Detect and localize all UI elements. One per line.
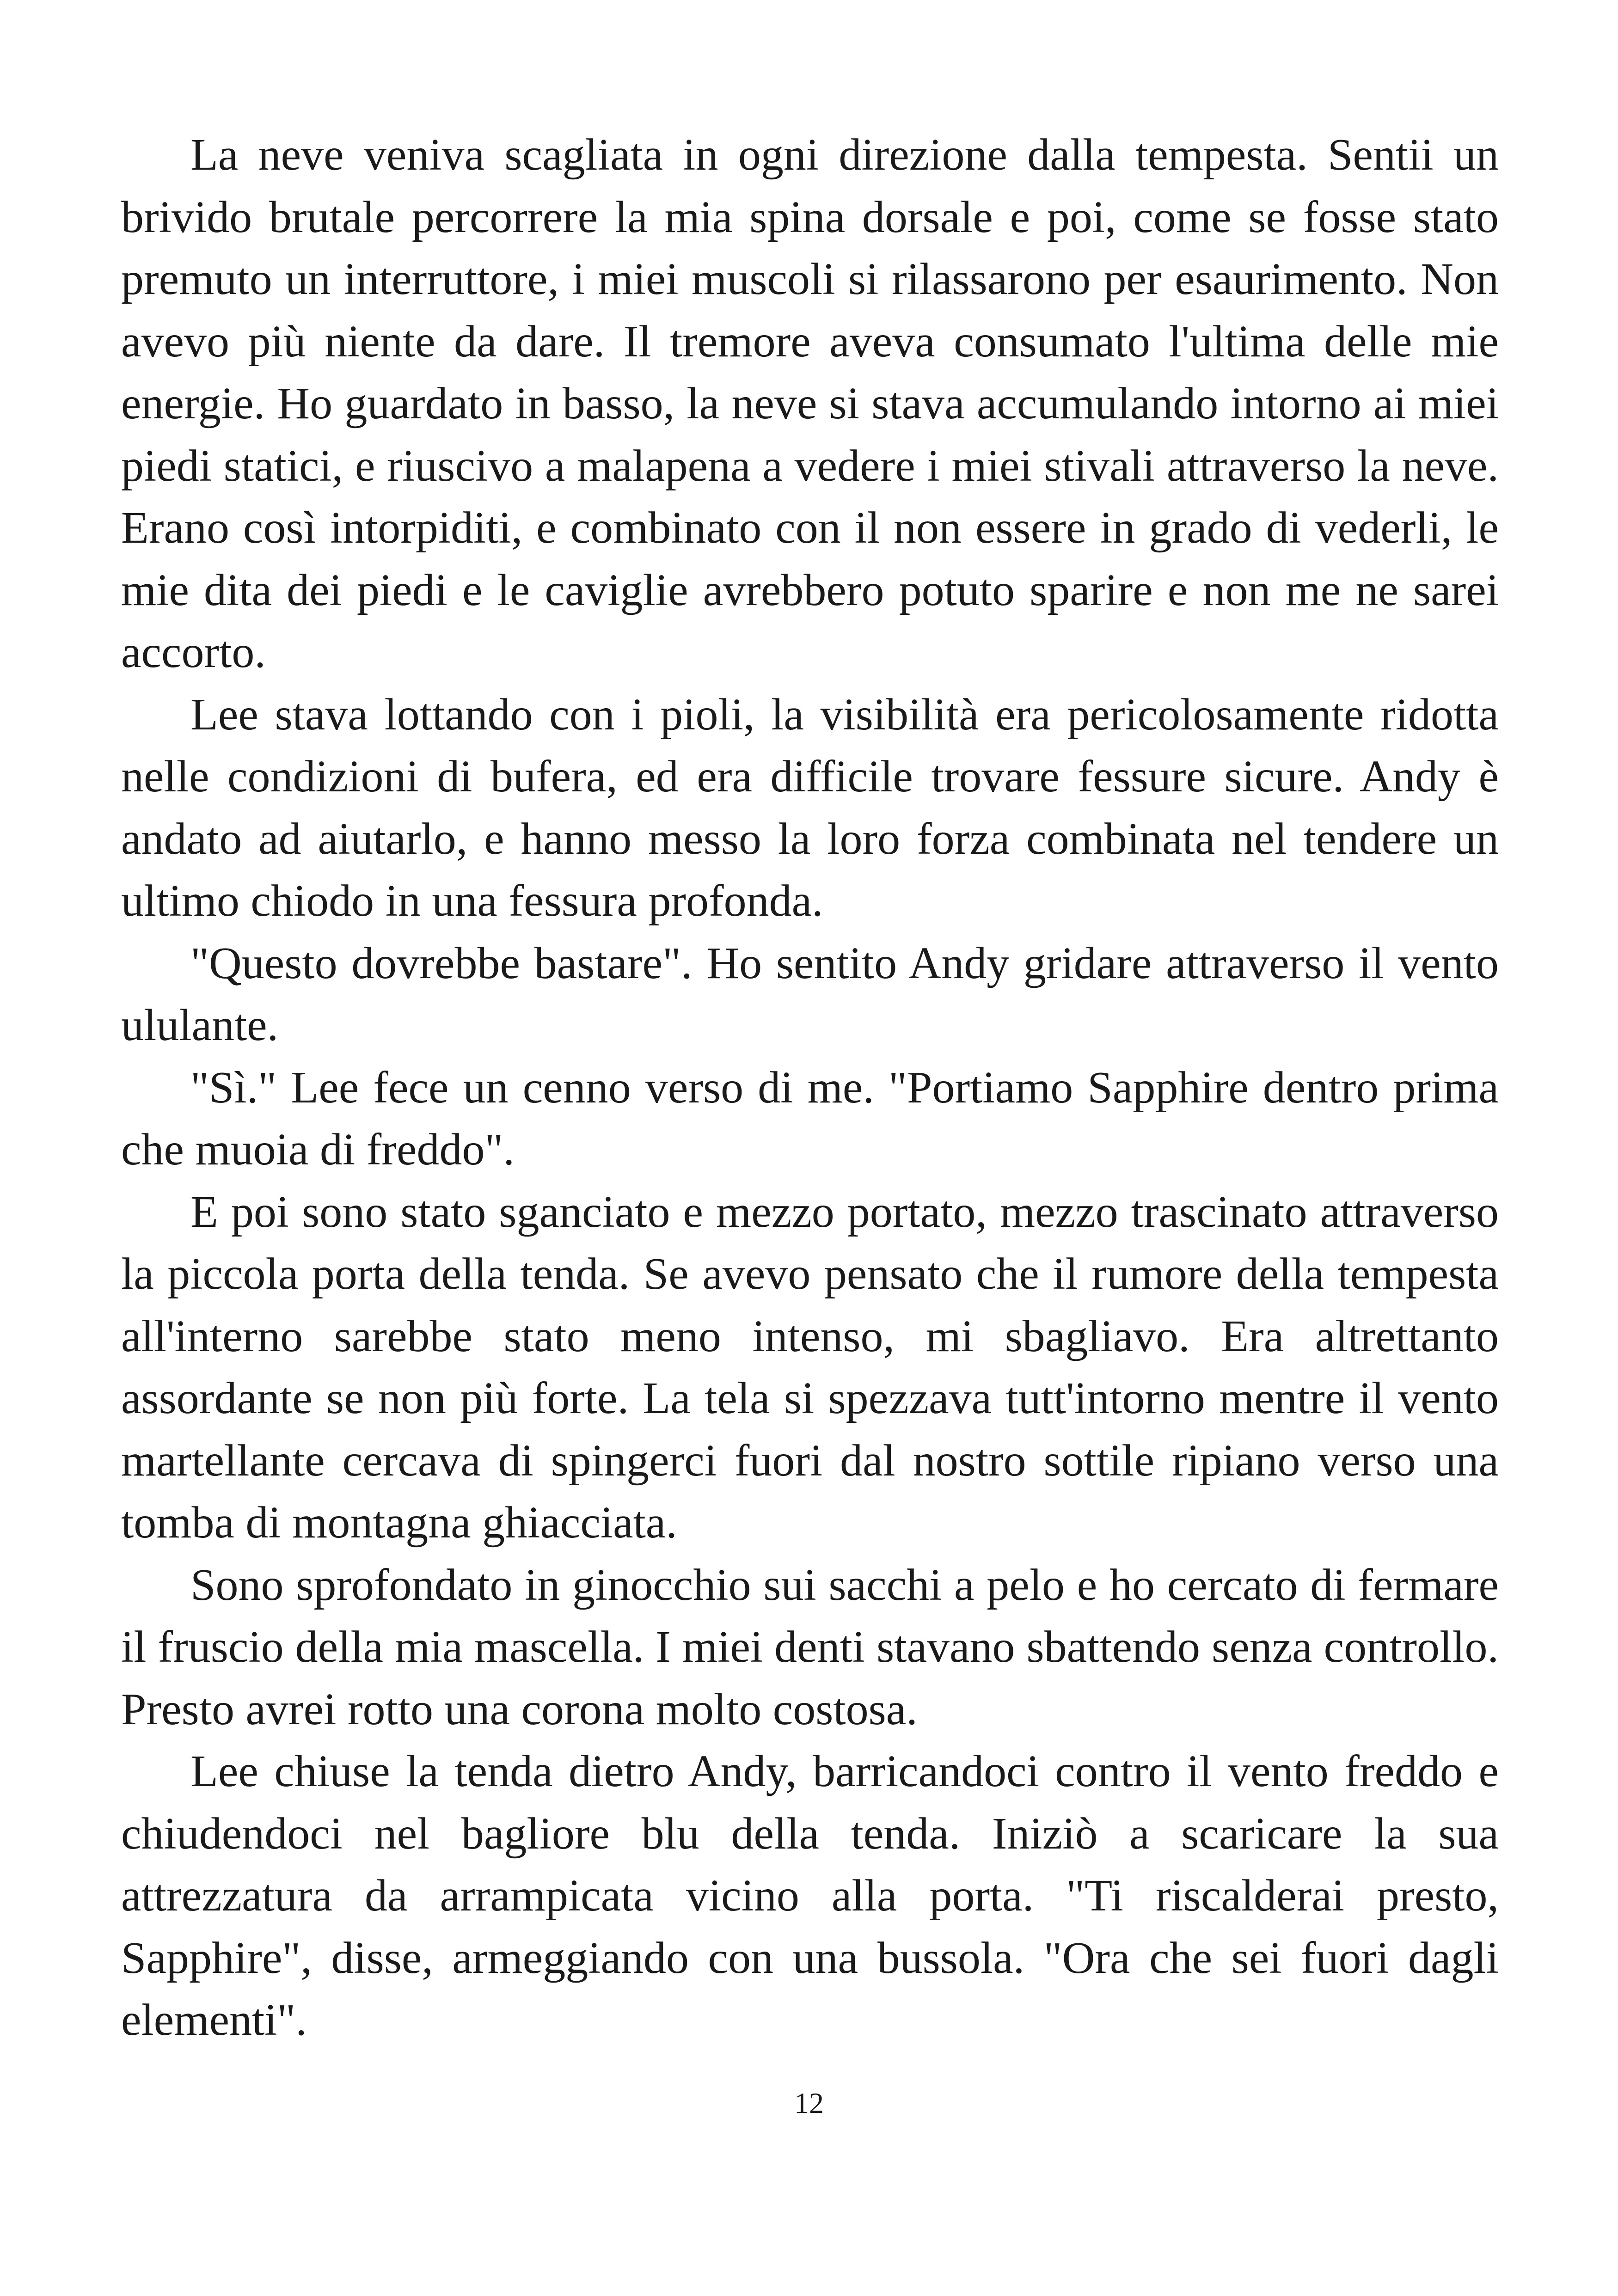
body-text <box>121 124 1499 2051</box>
paragraph-4: "Sì." Lee fece un cenno verso di me. "Portiamo Sapphire dentro prima che muoia di freddo". <box>121 1062 1499 1175</box>
paragraph-7: Lee chiuse la tenda dietro Andy, barricandoci contro il vento freddo e chiudendoci nel bagliore blu della tenda. Iniziò a scaricare la sua attrezzatura da arrampicata vicino alla porta. "Ti riscalderai presto, Sapphire", disse, armeggiando con una bussola. "Ora che sei fuori dagli elementi". <box>121 1746 1499 2045</box>
paragraph-2: Lee stava lottando con i pioli, la visibilità era pericolosamente ridotta nelle condizioni di bufera, ed era difficile trovare fessure sicure. Andy è andato ad aiutarlo, e hanno messo la loro forza combinata nel tendere un ultimo chiodo in una fessura profonda. <box>121 689 1499 926</box>
paragraph-6: Sono sprofondato in ginocchio sui sacchi a pelo e ho cercato di fermare il fruscio della mia mascella. I miei denti stavano sbattendo senza controllo. Presto avrei rotto una corona molto costosa. <box>121 1560 1499 1734</box>
paragraph-3: "Questo dovrebbe bastare". Ho sentito Andy gridare attraverso il vento ululante. <box>121 938 1499 1050</box>
page-number: 12 <box>794 2087 824 2119</box>
paragraph-1: La neve veniva scagliata in ogni direzione dalla tempesta. Sentii un brivido brutale percorrere la mia spina dorsale e poi, come se fosse stato premuto un interruttore, i miei muscoli si rilassarono per esaurimento. Non avevo più niente da dare. Il tremore aveva consumato l'ultima delle mie energie. Ho guardato in basso, la neve si stava accumulando intorno ai miei piedi statici, e riuscivo a malapena a vedere i miei stivali attraverso la neve. Erano così intorpiditi, e combinato con il non essere in grado di vederli, le mie dita dei piedi e le caviglie avrebbero potuto sparire e non me ne sarei accorto. <box>121 130 1499 677</box>
paragraph-5: E poi sono stato sganciato e mezzo portato, mezzo trascinato attraverso la piccola porta della tenda. Se avevo pensato che il rumore della tempesta all'interno sarebbe stato meno intenso, mi sbagliavo. Era altrettanto assordante se non più forte. La tela si spezzava tutt'intorno mentre il vento martellante cercava di spingerci fuori dal nostro sottile ripiano verso una tomba di montagna ghiacciata. <box>121 1187 1499 1548</box>
